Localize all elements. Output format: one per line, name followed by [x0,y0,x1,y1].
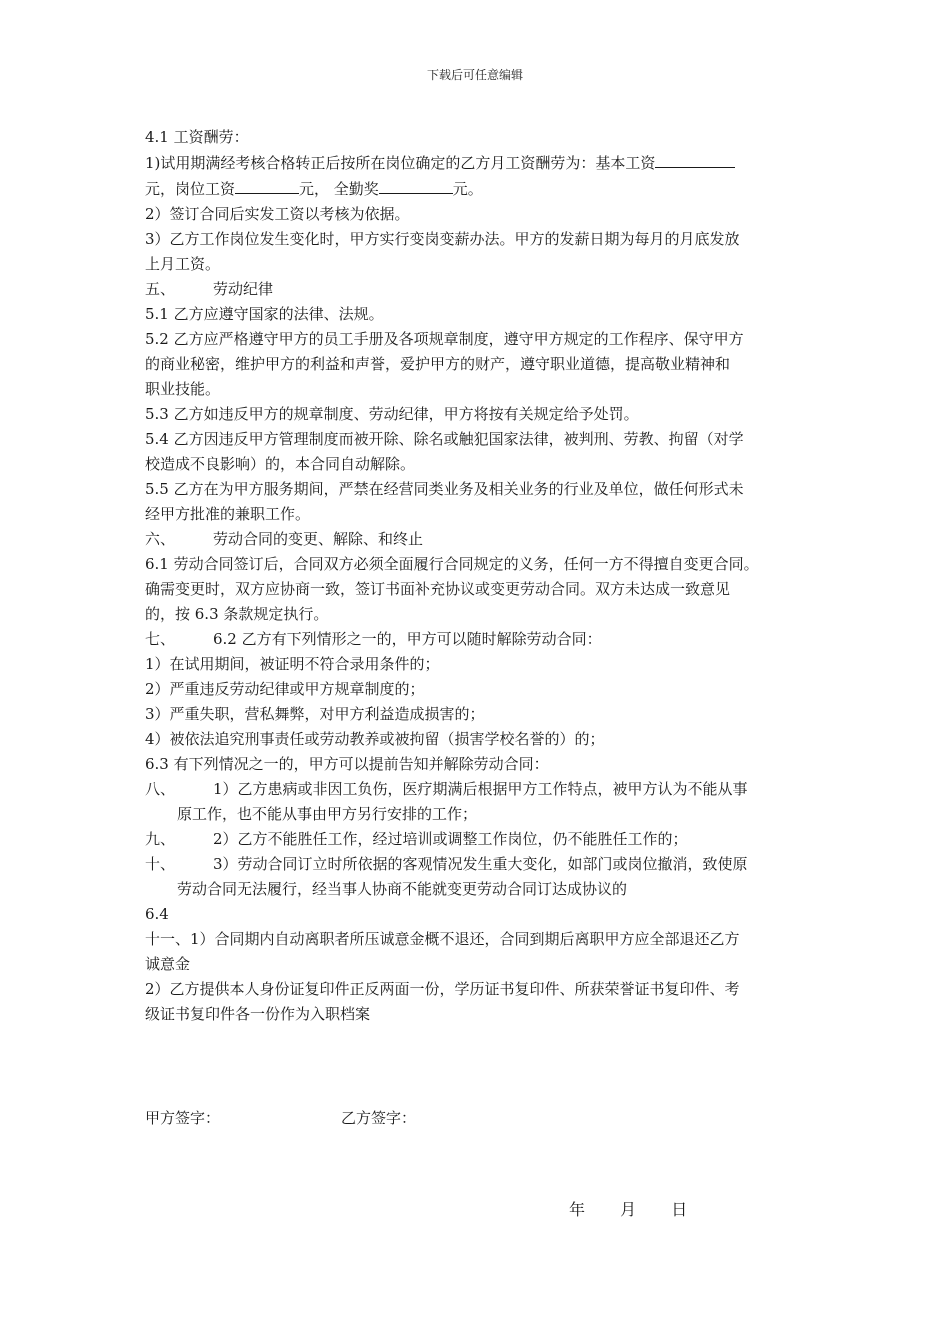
item-number: 九、 [145,830,176,848]
party-b-signature-label: 乙方签字： [341,1109,417,1127]
numbered-item [145,777,815,802]
section-title: 劳动合同的变更、解除、和终止 [213,530,424,548]
paragraph-line: 经甲方批准的兼职工作。 [145,505,311,523]
attendance-bonus-blank [379,176,453,194]
position-salary-blank [235,176,299,194]
paragraph-line: 校造成不良影响）的，本合同自动解除。 [145,455,416,473]
date-year-label: 年 [569,1200,586,1219]
item-continuation: 原工作，也不能从事由甲方另行安排的工作； [177,805,478,823]
date-day-label: 日 [671,1200,688,1219]
section-heading [145,527,815,552]
list-item: 3）严重失职，营私舞弊，对甲方利益造成损害的； [145,705,485,723]
paragraph-line: 5.4 乙方因违反甲方管理制度而被开除、除名或触犯国家法律，被判刑、劳教、拘留（对学 [145,430,744,448]
paragraph-line: 确需变更时，双方应协商一致，签订书面补充协议或变更劳动合同。双方未达成一致意见 [145,580,731,598]
spacer [145,1027,815,1106]
paragraph-line: 的商业秘密，维护甲方的利益和声誉，爱护甲方的财产，遵守职业道德，提高敬业精神和 [145,355,731,373]
item-continuation: 劳动合同无法履行，经当事人协商不能就变更劳动合同订达成协议的 [177,880,628,898]
paragraph-line: 级证书复印件各一份作为入职档案 [145,1005,371,1023]
page-header: 下载后可任意编辑 [426,68,523,82]
contract-body [145,125,815,1131]
paragraph-line: 2）签订合同后实发工资以考核为依据。 [145,205,410,223]
date-month-label: 月 [620,1200,637,1219]
item-number: 八、 [145,780,176,798]
salary-clause-text: 1)试用期满经考核合格转正后按所在岗位确定的乙方月工资酬劳为：基本工资 [145,154,656,172]
paragraph-line: 的，按 6.3 条款规定执行。 [145,605,329,623]
paragraph-line: 十一、1）合同期内自动离职者所压诚意金概不退还，合同到期后离职甲方应全部退还乙方 [145,930,740,948]
list-item: 1）在试用期间，被证明不符合录用条件的； [145,655,440,673]
paragraph-line: 6.4 [145,905,169,923]
paragraph-line: 诚意金 [145,955,191,973]
item-text: 3）劳动合同订立时所依据的客观情况发生重大变化，如部门或岗位撤消，致使原 [213,855,748,873]
section-heading [145,277,815,302]
paragraph-line: 5.5 乙方在为甲方服务期间，严禁在经营同类业务及相关业务的行业及单位，做任何形式未 [145,480,744,498]
paragraph-line: 5.3 乙方如违反甲方的规章制度、劳动纪律，甲方将按有关规定给予处罚。 [145,405,639,423]
paragraph-line: 6.1 劳动合同签订后，合同双方必须全面履行合同规定的义务，任何一方不得擅自变更合同。 [145,555,759,573]
item-number: 十、 [145,855,176,873]
salary-clause-text: 元。 [452,180,483,198]
date-line [569,1197,703,1220]
signature-row [145,1106,815,1131]
paragraph-line: 6.3 有下列情况之一的，甲方可以提前告知并解除劳动合同： [145,755,549,773]
party-a-signature-label: 甲方签字： [145,1109,221,1127]
salary-clause-text: 元， 全勤奖 [299,180,379,198]
list-item: 4）被依法追究刑事责任或劳动教养或被拘留（损害学校名誉的）的； [145,730,605,748]
section-number: 六、 [145,530,176,548]
paragraph-line: 职业技能。 [145,380,221,398]
paragraph-line: 5.2 乙方应严格遵守甲方的员工手册及各项规章制度，遵守甲方规定的工作程序、保守甲方 [145,330,744,348]
numbered-item [145,827,815,852]
item-text: 1）乙方患病或非因工负伤，医疗期满后根据甲方工作特点，被甲方认为不能从事 [213,780,748,798]
numbered-item [145,852,815,877]
section-title: 劳动纪律 [213,280,274,298]
section-4-1-title: 4.1 工资酬劳： [145,128,249,146]
paragraph-line: 上月工资。 [145,255,221,273]
salary-clause-text: 元，岗位工资 [145,180,236,198]
item-text: 2）乙方不能胜任工作，经过培训或调整工作岗位，仍不能胜任工作的； [213,830,688,848]
list-item: 2）严重违反劳动纪律或甲方规章制度的； [145,680,425,698]
section-heading [145,627,815,652]
section-number: 七、 [145,630,176,648]
paragraph-line: 5.1 乙方应遵守国家的法律、法规。 [145,305,384,323]
salary-clause-line-1 [145,150,815,176]
paragraph-line: 3）乙方工作岗位发生变化时，甲方实行变岗变薪办法。甲方的发薪日期为每月的月底发放 [145,230,740,248]
salary-clause-line-2 [145,176,815,202]
paragraph-line: 2）乙方提供本人身份证复印件正反两面一份，学历证书复印件、所获荣誉证书复印件、考 [145,980,740,998]
section-title: 6.2 乙方有下列情形之一的，甲方可以随时解除劳动合同： [213,630,602,648]
section-number: 五、 [145,280,176,298]
base-salary-blank [655,150,735,168]
